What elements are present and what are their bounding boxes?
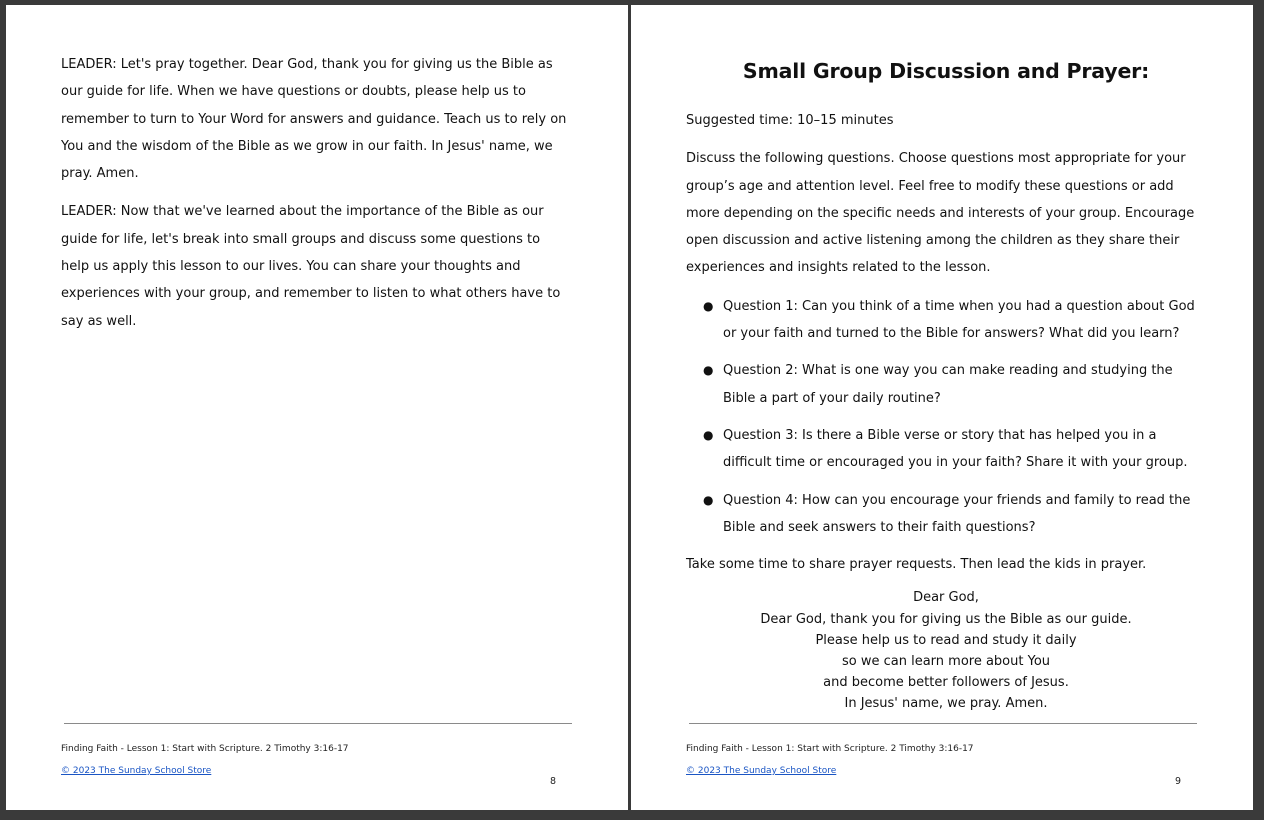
question-item	[703, 357, 1206, 412]
prayer-line: Dear God,	[913, 590, 979, 606]
question-text: Question 2: What is one way you can make reading and studying the Bible a part of your daily routine?	[723, 363, 1173, 406]
page-body	[686, 55, 1206, 715]
document-page-right	[631, 5, 1253, 810]
bullet-icon: ●	[703, 298, 714, 313]
question-item	[703, 487, 1206, 542]
footer-copyright-link[interactable]: © 2023 The Sunday School Store	[686, 766, 837, 776]
bullet-icon: ●	[703, 427, 714, 442]
suggested-time: Suggested time: 10–15 minutes	[686, 113, 894, 128]
section-heading: Small Group Discussion and Prayer:	[742, 59, 1150, 83]
prayer-line: and become better followers of Jesus.	[823, 675, 1069, 691]
footer-copyright-link[interactable]: © 2023 The Sunday School Store	[61, 766, 212, 776]
question-item	[703, 422, 1206, 477]
bullet-icon: ●	[703, 492, 714, 507]
prayer-line: Dear God, thank you for giving us the Bible as our guide.	[760, 611, 1132, 627]
question-text: Question 1: Can you think of a time when you had a question about God or your faith and turned to the Bible for answers? What did you learn?	[723, 298, 1195, 342]
prayer-block	[686, 587, 1206, 714]
question-text: Question 3: Is there a Bible verse or story that has helped you in a difficult time or encouraged you in your faith? Share it with your group.	[723, 427, 1188, 471]
leader-prayer-paragraph: LEADER: Let's pray together. Dear God, thank you for giving us the Bible as our guide for life. When we have questions or doubts, please help us to remember to turn to Your Word for answers and guidance. Teach us to rely on You and the wisdom of the Bible as we grow in our faith. In Jesus' name, we pray. Amen.	[61, 57, 567, 182]
page-number: 9	[1175, 776, 1182, 787]
page-number: 8	[550, 776, 557, 787]
document-page-left	[6, 5, 628, 810]
question-list	[686, 293, 1206, 541]
prayer-line: Please help us to read and study it daily	[815, 632, 1077, 648]
footer-title: Finding Faith - Lesson 1: Start with Scripture. 2 Timothy 3:16-17	[686, 744, 974, 754]
closing-instruction: Take some time to share prayer requests. Then lead the kids in prayer.	[686, 557, 1147, 573]
page-body	[61, 51, 571, 346]
prayer-line: In Jesus' name, we pray. Amen.	[844, 696, 1048, 712]
leader-instructions-paragraph: LEADER: Now that we've learned about the importance of the Bible as our guide for life, let's break into small groups and discuss some questions to help us apply this lesson to our lives. You can share your thoughts and experiences with your group, and remember to listen to what others have to say as well.	[61, 204, 561, 329]
footer-divider	[689, 723, 1197, 724]
footer-divider	[64, 723, 572, 724]
bullet-icon: ●	[703, 363, 714, 378]
question-item	[703, 293, 1206, 348]
question-text: Question 4: How can you encourage your friends and family to read the Bible and seek answers to their faith questions?	[723, 492, 1191, 535]
prayer-line: so we can learn more about You	[841, 654, 1051, 670]
intro-paragraph: Discuss the following questions. Choose questions most appropriate for your group’s age and attention level. Feel free to modify these questions or add more depending on the specific needs and interests of your group. Encourage open discussion and active listening among the children as they share their experiences and insights related to the lesson.	[686, 151, 1195, 276]
footer-title: Finding Faith - Lesson 1: Start with Scripture. 2 Timothy 3:16-17	[61, 744, 349, 754]
